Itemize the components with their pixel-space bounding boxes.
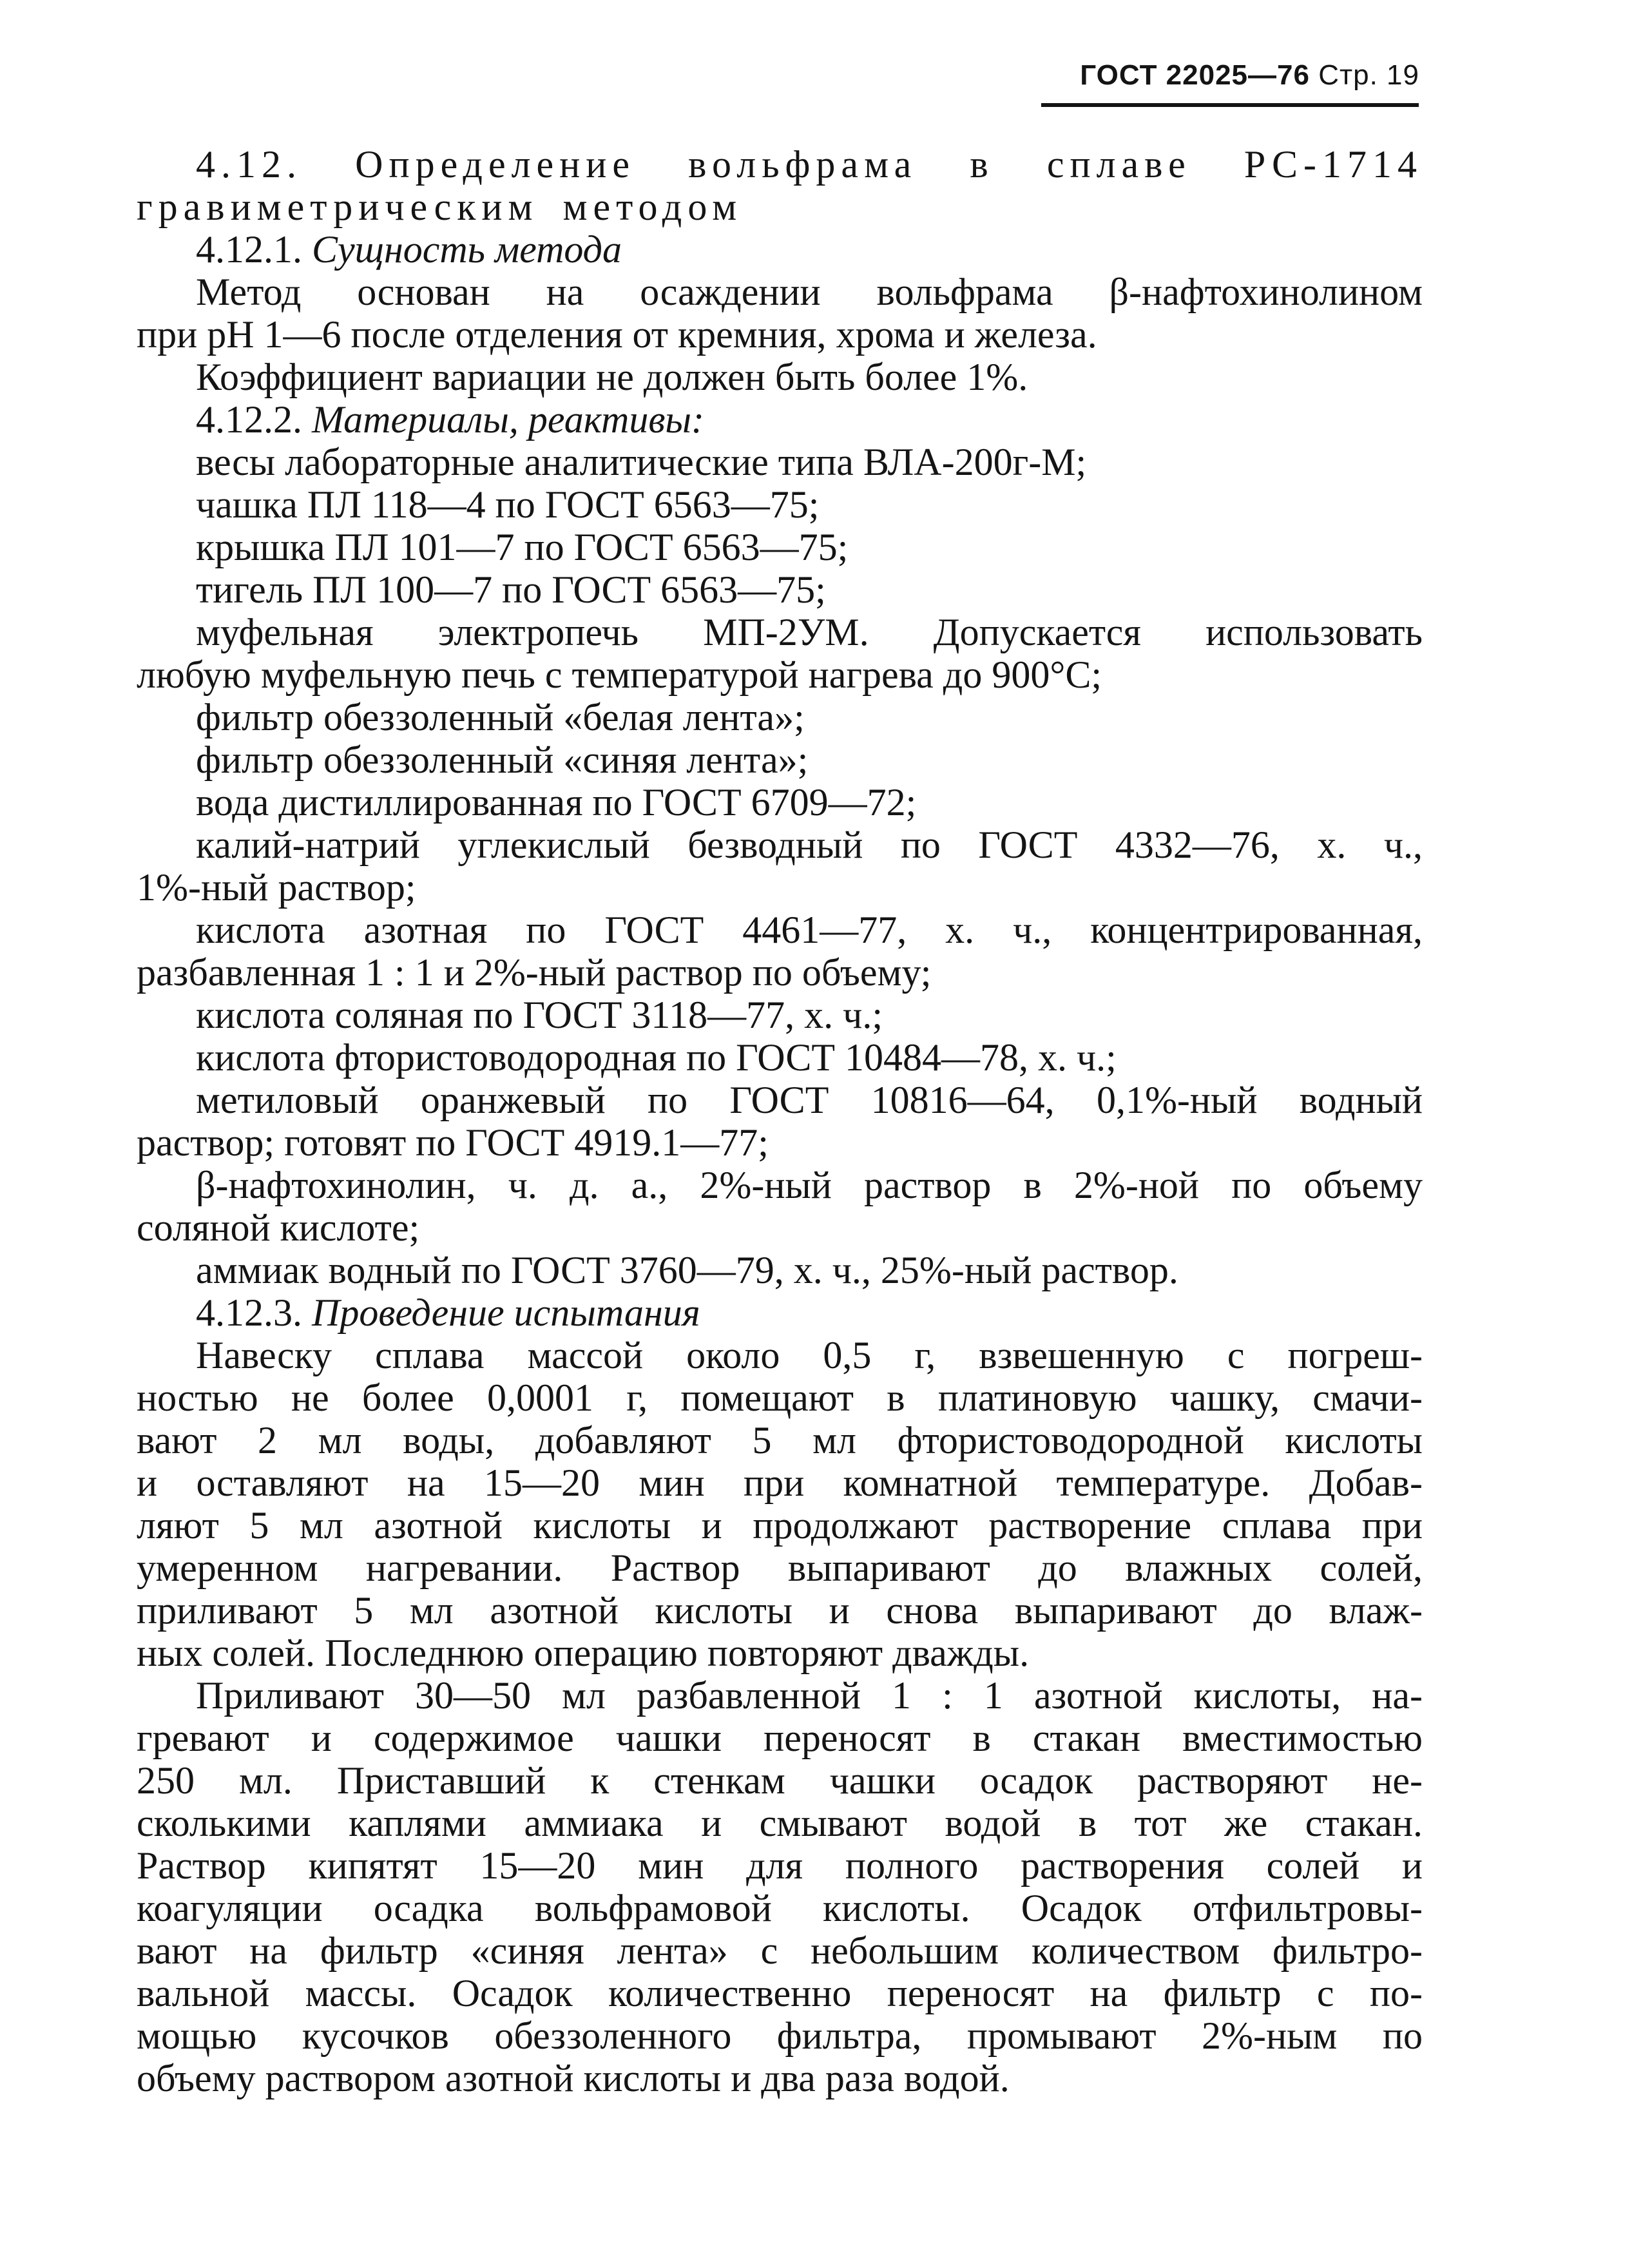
line-text: разбавленная 1 : 1 и 2%-ный раствор по объему; <box>137 951 932 994</box>
line-text: весы лабораторные аналитические типа ВЛА-200г-М; <box>196 441 1087 483</box>
text-line <box>137 483 1423 526</box>
section-heading-italic: Проведение испытания <box>312 1291 700 1334</box>
text-line <box>137 1164 1423 1206</box>
line-text: Навеску сплава массой около 0,5 г, взвешенную с погреш- <box>196 1334 1423 1376</box>
standard-number: ГОСТ 22025—76 <box>1080 59 1310 91</box>
line-text: Метод основан на осаждении вольфрама β-нафтохинолином <box>196 271 1423 313</box>
text-line <box>137 2014 1423 2057</box>
text-line <box>137 1717 1423 1759</box>
text-line <box>137 526 1423 568</box>
text-line <box>137 951 1423 994</box>
line-text: ляют 5 мл азотной кислоты и продолжают растворение сплава при <box>137 1504 1423 1547</box>
line-text: вальной массы. Осадок количественно переносят на фильтр с по- <box>137 1972 1423 2014</box>
line-text: кислота соляная по ГОСТ 3118—77, х. ч.; <box>196 994 883 1036</box>
text-line <box>137 1079 1423 1121</box>
text-line <box>137 2057 1423 2099</box>
text-line <box>137 228 1423 271</box>
line-text: умеренном нагревании. Раствор выпаривают до влажных солей, <box>137 1547 1423 1589</box>
text-line <box>137 568 1423 611</box>
line-text: вода дистиллированная по ГОСТ 6709—72; <box>196 781 917 824</box>
text-line <box>137 1632 1423 1674</box>
line-text: 250 мл. Приставший к стенкам чашки осадок растворяют не- <box>137 1759 1423 1802</box>
text-line <box>137 1036 1423 1079</box>
page-number: Стр. 19 <box>1318 59 1419 91</box>
text-line <box>137 1249 1423 1291</box>
line-text: β-нафтохинолин, ч. д. а., 2%-ный раствор в 2%-ной по объему <box>196 1164 1423 1206</box>
line-text: 1%-ный раствор; <box>137 866 416 909</box>
line-text: приливают 5 мл азотной кислоты и снова выпаривают до влаж- <box>137 1589 1423 1632</box>
line-text: тигель ПЛ 100—7 по ГОСТ 6563—75; <box>196 568 826 611</box>
line-text: ностью не более 0,0001 г, помещают в платиновую чашку, смачи- <box>137 1376 1423 1419</box>
text-line <box>137 1334 1423 1376</box>
section-heading-italic: Материалы, реактивы: <box>312 398 704 441</box>
line-text: Раствор кипятят 15—20 мин для полного растворения солей и <box>137 1844 1423 1887</box>
line-text: 4.12.2. <box>196 398 312 441</box>
section-heading-italic: Сущность метода <box>312 228 622 271</box>
text-line <box>137 824 1423 866</box>
text-line <box>137 653 1423 696</box>
text-line <box>137 313 1423 356</box>
line-text: крышка ПЛ 101—7 по ГОСТ 6563—75; <box>196 526 849 568</box>
text-line <box>137 1589 1423 1632</box>
text-line <box>137 1376 1423 1419</box>
text-line <box>137 271 1423 313</box>
line-text: метиловый оранжевый по ГОСТ 10816—64, 0,1%-ный водный <box>196 1079 1423 1121</box>
text-line <box>137 143 1423 186</box>
line-text: кислота азотная по ГОСТ 4461—77, х. ч., концентрированная, <box>196 909 1423 951</box>
line-text: Коэффициент вариации не должен быть более 1%. <box>196 356 1028 398</box>
line-text: сколькими каплями аммиака и смывают водой в тот же стакан. <box>137 1802 1423 1844</box>
line-text: объему раствором азотной кислоты и два раза водой. <box>137 2057 1010 2099</box>
line-text: гравиметрическим методом <box>137 186 743 228</box>
header-rule <box>1041 103 1419 107</box>
line-text: ных солей. Последнюю операцию повторяют дважды. <box>137 1632 1030 1674</box>
text-line <box>137 1929 1423 1972</box>
text-line <box>137 1802 1423 1844</box>
line-text: фильтр обеззоленный «синяя лента»; <box>196 738 809 781</box>
line-text: раствор; готовят по ГОСТ 4919.1—77; <box>137 1121 769 1164</box>
line-text: любую муфельную печь с температурой нагрева до 900°С; <box>137 653 1102 696</box>
line-text: чашка ПЛ 118—4 по ГОСТ 6563—75; <box>196 483 820 526</box>
text-line <box>137 611 1423 653</box>
line-text: 4.12. Определение вольфрама в сплаве РС-1714 <box>196 143 1423 186</box>
text-line <box>137 1291 1423 1334</box>
line-text: и оставляют на 15—20 мин при комнатной температуре. Добав- <box>137 1462 1423 1504</box>
line-text: кислота фтористоводородная по ГОСТ 10484—78, х. ч.; <box>196 1036 1117 1079</box>
text-line <box>137 994 1423 1036</box>
line-text: коагуляции осадка вольфрамовой кислоты. Осадок отфильтровы- <box>137 1887 1423 1929</box>
line-text: гревают и содержимое чашки переносят в стакан вместимостью <box>137 1717 1423 1759</box>
line-text: 4.12.1. <box>196 228 312 271</box>
text-line <box>137 398 1423 441</box>
line-text: аммиак водный по ГОСТ 3760—79, х. ч., 25%-ный раствор. <box>196 1249 1178 1291</box>
text-line <box>137 1844 1423 1887</box>
line-text: соляной кислоте; <box>137 1206 420 1249</box>
text-line <box>137 1547 1423 1589</box>
line-text: Приливают 30—50 мл разбавленной 1 : 1 азотной кислоты, на- <box>196 1674 1423 1717</box>
line-text: вают 2 мл воды, добавляют 5 мл фтористоводородной кислоты <box>137 1419 1423 1462</box>
line-text: вают на фильтр «синяя лента» с небольшим количеством фильтро- <box>137 1929 1423 1972</box>
text-line <box>137 1504 1423 1547</box>
text-line <box>137 781 1423 824</box>
line-text: фильтр обеззоленный «белая лента»; <box>196 696 805 738</box>
text-line <box>137 1419 1423 1462</box>
line-text: при pH 1—6 после отделения от кремния, хрома и железа. <box>137 313 1097 356</box>
line-text: 4.12.3. <box>196 1291 312 1334</box>
line-text: муфельная электропечь МП-2УМ. Допускается использовать <box>196 611 1423 653</box>
running-header <box>1080 59 1419 92</box>
text-line <box>137 738 1423 781</box>
text-line <box>137 1462 1423 1504</box>
text-line <box>137 1206 1423 1249</box>
text-line <box>137 441 1423 483</box>
text-line <box>137 696 1423 738</box>
text-line <box>137 186 1423 228</box>
page-body <box>137 143 1423 2099</box>
text-line <box>137 1121 1423 1164</box>
text-line <box>137 909 1423 951</box>
line-text: мощью кусочков обеззоленного фильтра, промывают 2%-ным по <box>137 2014 1423 2057</box>
text-line <box>137 356 1423 398</box>
line-text: калий-натрий углекислый безводный по ГОСТ 4332—76, х. ч., <box>196 824 1423 866</box>
text-line <box>137 1759 1423 1802</box>
text-line <box>137 1972 1423 2014</box>
text-line <box>137 1887 1423 1929</box>
text-line <box>137 866 1423 909</box>
text-line <box>137 1674 1423 1717</box>
